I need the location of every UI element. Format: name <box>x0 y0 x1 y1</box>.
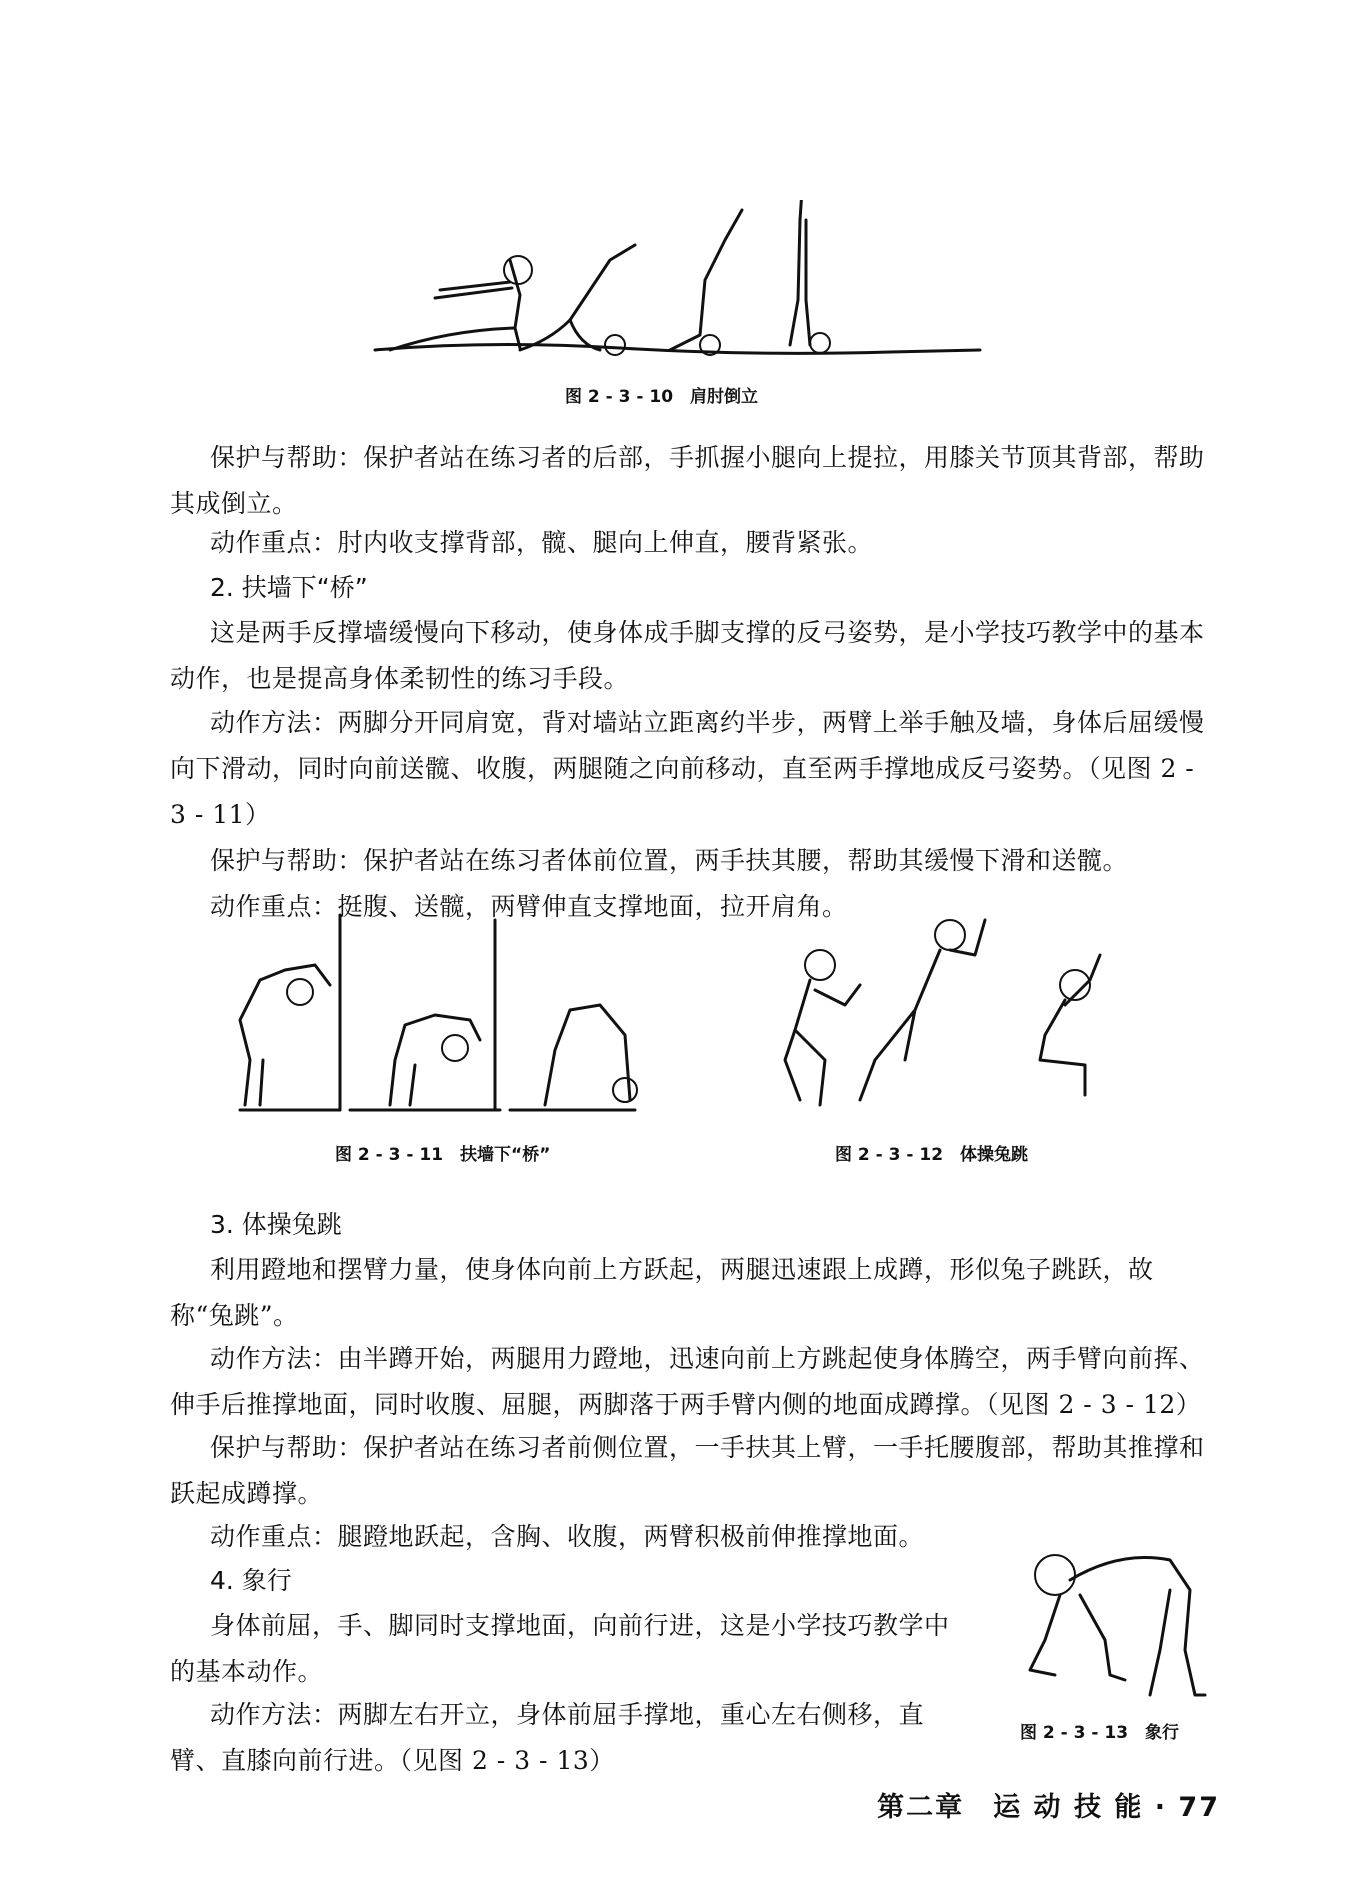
caption-fig-2-3-11: 图 2 - 3 - 11 扶墙下“桥” <box>335 1145 551 1165</box>
paragraph-s4-intro: 身体前屈，手、脚同时支撑地面，向前行进，这是小学技巧教学中的基本动作。 <box>170 1611 950 1686</box>
paragraph-s3-intro: 利用蹬地和摆臂力量，使身体向前上方跃起，两腿迅速跟上成蹲，形似兔子跳跃，故称“兔跳”。 <box>170 1255 1154 1330</box>
paragraph-s2-protect: 保护与帮助：保护者站在练习者体前位置，两手扶其腰，帮助其缓慢下滑和送髋。 <box>210 846 1129 875</box>
caption-fig-2-3-12: 图 2 - 3 - 12 体操兔跳 <box>835 1145 1029 1165</box>
figure-wall-bridge <box>225 910 665 1120</box>
heading-s2: 2. 扶墙下“桥” <box>210 573 368 602</box>
paragraph-s1-key: 动作重点：肘内收支撑背部，髋、腿向上伸直，腰背紧张。 <box>210 528 874 557</box>
paragraph-s3-protect: 保护与帮助：保护者站在练习者前侧位置，一手扶其上臂，一手托腰腹部，帮助其推撑和跃起成蹲撑。 <box>170 1433 1205 1508</box>
elephant-walk-illustration <box>1000 1530 1210 1710</box>
shoulder-stand-illustration <box>370 200 990 380</box>
paragraph-s2-method: 动作方法：两脚分开同肩宽，背对墙站立距离约半步，两臂上举手触及墙，身体后屈缓慢向下滑动，同时向前送髋、收腹，两腿随之向前移动，直至两手撑地成反弓姿势。（见图 2 - 3 - 11） <box>170 708 1205 829</box>
figure-elephant-walk <box>1000 1530 1210 1710</box>
wall-bridge-illustration <box>225 910 665 1120</box>
figure-shoulder-stand <box>370 200 990 380</box>
paragraph-s1-protect: 保护与帮助：保护者站在练习者的后部，手抓握小腿向上提拉，用膝关节顶其背部，帮助其成倒立。 <box>170 443 1205 518</box>
paragraph-s3-method: 动作方法：由半蹲开始，两腿用力蹬地，迅速向前上方跳起使身体腾空，两手臂向前挥、伸手后推撑地面，同时收腹、屈腿，两脚落于两手臂内侧的地面成蹲撑。（见图 2 - 3 - 12） <box>170 1344 1205 1419</box>
caption-fig-2-3-10: 图 2 - 3 - 10 肩肘倒立 <box>565 387 759 407</box>
rabbit-jump-illustration <box>765 910 1135 1120</box>
figure-rabbit-jump <box>765 910 1135 1120</box>
heading-s4: 4. 象行 <box>210 1566 292 1595</box>
paragraph-s3-key: 动作重点：腿蹬地跃起，含胸、收腹，两臂积极前伸推撑地面。 <box>210 1522 925 1551</box>
paragraph-s2-key: 动作重点：挺腹、送髋，两臂伸直支撑地面，拉开肩角。 <box>210 892 848 921</box>
caption-fig-2-3-13: 图 2 - 3 - 13 象行 <box>1020 1723 1180 1743</box>
paragraph-s2-intro: 这是两手反撑墙缓慢向下移动，使身体成手脚支撑的反弓姿势，是小学技巧教学中的基本动作，也是提高身体柔韧性的练习手段。 <box>170 618 1205 693</box>
page-footer: 第二章 运 动 技 能 · 77 <box>877 1792 1220 1823</box>
paragraph-s4-method: 动作方法：两脚左右开立，身体前屈手撑地，重心左右侧移，直臂、直膝向前行进。（见图 2 - 3 - 13） <box>170 1700 925 1775</box>
heading-s3: 3. 体操兔跳 <box>210 1210 342 1239</box>
